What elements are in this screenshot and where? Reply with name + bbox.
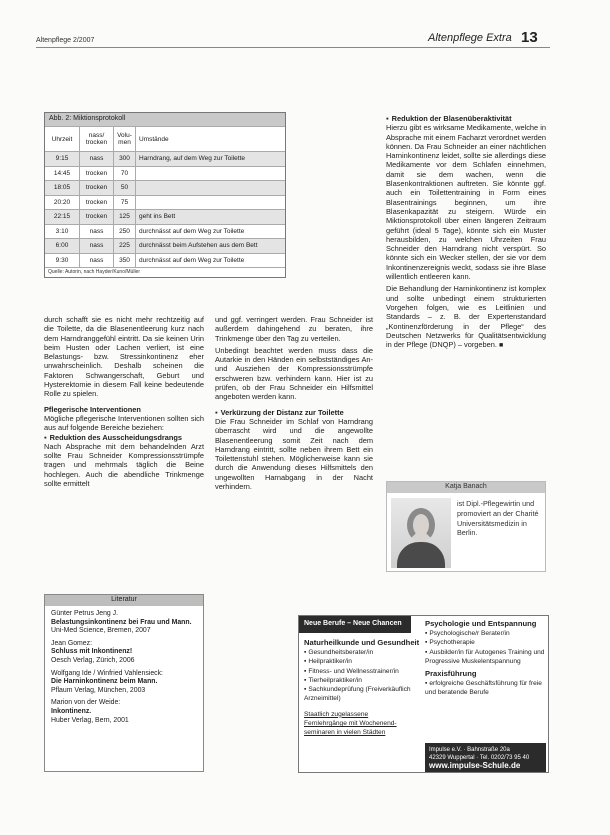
ad-address: Impulse e.V. · Bahnstraße 20a <box>429 747 510 753</box>
ad-list-item: ▪ erfolgreiche Geschäftsführung für freie und beratende Berufe <box>425 679 546 698</box>
ad-list-item: ▪ Psychologische/r Berater/in <box>425 629 546 638</box>
table-row <box>45 224 285 239</box>
ad-list-item: ▪ Tierheilpraktiker/in <box>304 676 422 685</box>
author-photo <box>391 498 451 568</box>
ad-heading: Psychologie und Entspannung <box>425 619 537 628</box>
cell-volume: 75 <box>114 196 136 210</box>
cell-notes: Harndrang, auf dem Weg zur Toilette <box>139 155 245 163</box>
header-rule <box>36 47 550 48</box>
cell-time: 14:45 <box>45 167 80 181</box>
author-box <box>386 481 546 572</box>
ad-heading: Naturheilkunde und Gesundheit <box>304 638 420 647</box>
cell-time: 20:20 <box>45 196 80 210</box>
literature-publisher: Pflaum Verlag, München, 2003 <box>51 686 146 694</box>
ad-list-item: ▪ Psychotherapie <box>425 638 546 647</box>
literature-title-entry: Inkontinenz. <box>51 707 92 715</box>
bullet-heading: ▪ Reduktion der Blasenüberaktivität <box>386 114 546 123</box>
ad-list <box>304 648 422 704</box>
author-face <box>407 508 435 542</box>
author-name: Katja Banach <box>387 482 545 493</box>
ad-note: seminaren in vielen Städten <box>304 729 386 737</box>
paragraph: Nach Absprache mit dem behandelnden Arzt sollte Frau Schneider Kompressionsstrümpfe tragen und mehrmals täglich die Beine hochlegen. Auch die abendliche Trinkmenge sollte ermittelt <box>44 441 204 489</box>
text-column-left <box>44 315 204 488</box>
table-header-row <box>45 126 285 151</box>
cell-notes: durchnässt beim Aufstehen aus dem Bett <box>139 242 258 250</box>
cell-notes: geht ins Bett <box>139 213 176 221</box>
cell-notes <box>136 196 285 210</box>
ad-contact <box>425 743 546 772</box>
page-number: 13 <box>521 29 538 46</box>
cell-volume: 250 <box>114 225 136 239</box>
section-title: Altenpflege Extra <box>428 32 512 44</box>
ad-website-link[interactable]: www.impulse-Schule.de <box>429 761 521 770</box>
table-body <box>45 151 285 267</box>
literature-publisher: Uni-Med Science, Bremen, 2007 <box>51 627 151 635</box>
cell-time: 9:30 <box>45 254 80 268</box>
table-row <box>45 166 285 181</box>
text-column-right <box>386 114 546 350</box>
ad-left-column <box>304 638 422 738</box>
literature-title-entry: Die Harninkontinenz beim Mann. <box>51 678 158 686</box>
paragraph: Die Frau Schneider im Schlaf von Harndrang überrascht wird und die angewollte Blasenentleerung somit Zeit nach dem Harndrang eintritt, sollte neben ihrem Bett ein Toilettenstuhl stehen. Möglicherweise kann sie durch die Anwendung dieses Hilfsmittels den ungewollten Harnabgang in der Nacht verhindern. <box>215 416 373 492</box>
bullet-heading: ▪ Reduktion des Ausscheidungsdrangs <box>44 433 204 442</box>
ad-list-item: ▪ Gesundheitsberater/in <box>304 648 422 657</box>
paragraph: und ggf. verringert werden. Frau Schneider ist außerdem dahingehend zu beraten, ihre Trinkmenge über den Tag zu verteilen. <box>215 315 373 343</box>
cell-volume: 225 <box>114 239 136 253</box>
ad-banner: Neue Berufe – Neue Chancen <box>299 616 411 633</box>
paragraph: Unbedingt beachtet werden muss dass die Autarkie in den Händen ein selbstständiges An- und Ausziehen der Kompressionsstrümpfe erschweren bzw. verhindern kann. Hier ist zu prüfen, ob der Frau Schneider ein Hilfsmittel angeboten werden kann. <box>215 345 373 402</box>
literature-author: Wolfgang Ide / Winfried Vahlensieck: <box>51 669 163 677</box>
advertisement <box>298 615 549 773</box>
header-volume: Volu- men <box>114 127 136 151</box>
table-source: Quelle: Autorin, nach Hayder/Kuno/Müller <box>45 267 285 277</box>
cell-state: trocken <box>80 210 114 224</box>
cell-time: 6:00 <box>45 239 80 253</box>
cell-state: nass <box>80 254 114 268</box>
cell-volume: 300 <box>114 152 136 166</box>
header-notes: Umstände <box>139 135 169 143</box>
ad-list-item: ▪ Heilpraktiker/in <box>304 657 422 666</box>
ad-note: Fernlehrgänge mit Wochenend- <box>304 720 397 728</box>
cell-time: 18:05 <box>45 181 80 195</box>
end-mark-icon: ■ <box>498 342 504 350</box>
literature-publisher: Huber Verlag, Bern, 2001 <box>51 716 129 724</box>
literature-author: Günter Petrus Jeng J. <box>51 610 119 617</box>
literature-publisher: Oesch Verlag, Zürich, 2006 <box>51 656 135 664</box>
ad-phone: 42329 Wuppertal · Tel. 0202/73 95 40 <box>429 755 530 761</box>
table-row <box>45 238 285 253</box>
table-row <box>45 209 285 224</box>
cell-state: trocken <box>80 196 114 210</box>
paragraph: Mögliche pflegerische Interventionen sollten sich aus auf folgende Bereiche beziehen: <box>44 413 204 433</box>
cell-volume: 350 <box>114 254 136 268</box>
literature-author: Jean Gomez: <box>51 639 92 647</box>
ad-list-item: ▪ Ausbilder/in für Autogenes Training und Progressive Muskelentspannung <box>425 648 546 667</box>
ad-list-item: ▪ Fitness- und Wellnesstrainer/in <box>304 667 422 676</box>
cell-time: 9:15 <box>45 152 80 166</box>
author-bio: ist Dipl.-Pflegewirtin und promoviert an der Charité Universitätsmedizin in Berlin. <box>457 499 539 538</box>
cell-state: nass <box>80 152 114 166</box>
cell-notes <box>136 181 285 195</box>
table-title: Abb. 2: Miktionsprotokoll <box>45 113 285 126</box>
ad-note: Staatlich zugelassene <box>304 710 369 718</box>
literature-author: Marion von der Weide: <box>51 699 121 707</box>
paragraph: durch schafft sie es nicht mehr rechtzeitig auf die Toilette, da die Blasenentleerung kurz nach dem Harndranggefühl eintritt. Da sie keinen Urin beim Husten oder Lachen verliert, ist eine Belastungs- bzw. Stressinkontinenz eher unwahrscheinlich. Deshalb scheinen die Faktoren Schwangerschaft, Geburt und Hysterektomie in diesem Fall keine bedeutende Rolle zu spielen. <box>44 315 204 399</box>
author-shoulders <box>397 542 445 568</box>
cell-time: 22:15 <box>45 210 80 224</box>
literature-list <box>45 606 203 729</box>
ad-list <box>425 679 546 698</box>
cell-state: trocken <box>80 181 114 195</box>
miktionsprotokoll-table <box>44 112 286 278</box>
ad-list-item: ▪ Sachkundeprüfung (Freiverkäuflich Arzneimittel) <box>304 685 422 704</box>
table-row <box>45 180 285 195</box>
cell-state: nass <box>80 239 114 253</box>
cell-volume: 125 <box>114 210 136 224</box>
ad-heading: Praxisführung <box>425 669 477 679</box>
cell-notes <box>136 167 285 181</box>
subheading: Pflegerische Interventionen <box>44 404 141 414</box>
ad-list <box>425 629 546 666</box>
literature-box <box>44 594 204 772</box>
cell-state: trocken <box>80 167 114 181</box>
bullet-heading: ▪ Verkürzung der Distanz zur Toilette <box>215 408 373 417</box>
header-state: nass/ trocken <box>80 127 114 151</box>
cell-time: 3:10 <box>45 225 80 239</box>
paragraph-text: Die Behandlung der Harninkontinenz ist komplex und sollte unbedingt einem strukturierten Vorgehen folgen, wie es Leitlinien und Standards – z. B. der Expertenstandard „Kontinenzförderung in der Pflege“ des Deutschen Netzwerks für Qualitätsentwicklung in der Pflege (DNQP) – vorgeben. <box>386 284 546 350</box>
table-row <box>45 253 285 268</box>
header-time: Uhrzeit <box>45 127 80 151</box>
paragraph: Hierzu gibt es wirksame Medikamente, welche in Absprache mit einem Facharzt verordnet werden können. Da Frau Schneider an einer nächtlichen Harninkontinenz leidet, sollte sie allerdings diese Medikamente vor dem Schlafen einnehmen, damit sie dem wachen, wenn die Blasenkontraktionen auftreten. Sie könnte ggf. auch ein Toilettentraining in Form eines Blasentrainings beginnen, um ihre Blasenkapazität zu steigern. Würde ein Miktionsprotokoll über einen längeren Zeitraum geführt (ideal 5 Tage), könnte sich ein Muster herausbilden, zu welchen Uhrzeiten Frau Schneider den Harndrang nicht verspürt. So könnte sich ein Wecker stellen, der sie vor dem Inkontinenzereignis weckt, sodass sie ihre Blase willentlich entleeren kann. <box>386 123 546 282</box>
paragraph <box>386 284 546 350</box>
cell-notes: durchnässt auf dem Weg zur Toilette <box>139 227 245 235</box>
table-row <box>45 195 285 210</box>
table-row <box>45 151 285 166</box>
literature-title-entry: Schluss mit Inkontinenz! <box>51 648 133 656</box>
cell-state: nass <box>80 225 114 239</box>
cell-notes: durchnässt auf dem Weg zur Toilette <box>139 256 245 264</box>
ad-right-column <box>425 619 546 698</box>
literature-title-entry: Belastungsinkontinenz bei Frau und Mann. <box>51 618 192 626</box>
literature-title: Literatur <box>45 595 203 606</box>
issue-label: Altenpflege 2/2007 <box>36 37 95 44</box>
text-column-middle <box>215 315 373 491</box>
cell-volume: 50 <box>114 181 136 195</box>
cell-volume: 70 <box>114 167 136 181</box>
